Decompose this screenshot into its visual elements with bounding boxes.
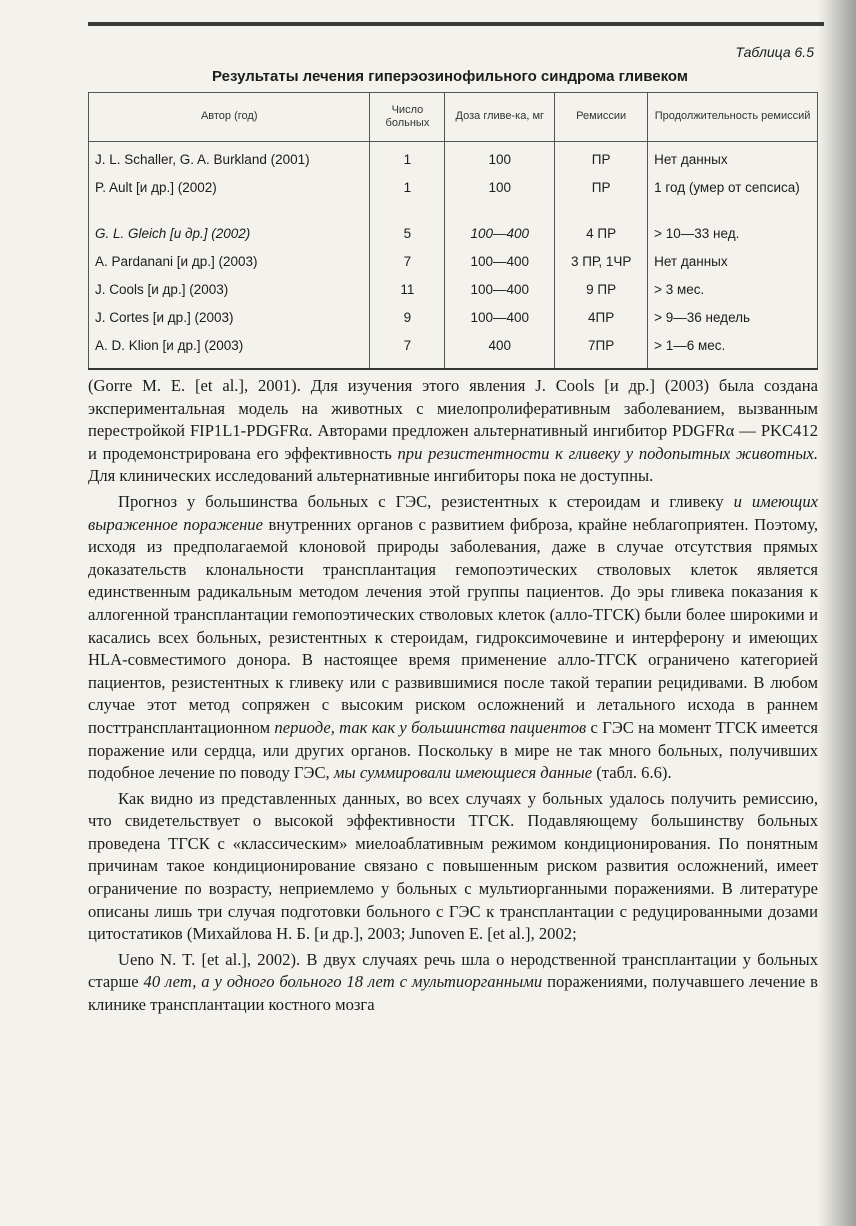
cell-dose: 100—400 <box>445 223 555 251</box>
table-row <box>89 223 818 251</box>
paragraph-4 <box>88 949 818 1017</box>
table-row <box>89 279 818 307</box>
paragraph-3 <box>88 788 818 946</box>
cell-author: A. D. Klion [и др.] (2003) <box>89 335 370 369</box>
text-span: мы суммировали имеющиеся данные <box>333 763 593 783</box>
text-span: внутренних органов с развитием фиброза, крайне неблагоприятен. Поэтому, исходя из предполагаемой клоновой природы заболевания, даже в случае отсутствия прямых доказательств клональности трансплантация гемопоэтических стволовых клеток является единственным радикальным методом лечения этой группы пациентов. До эры гливека показания к аллогенной трансплантации гемопоэтических стволовых клеток (алло-ТГСК) были более широкими и касались всех больных, резистентных к стероидам, гидроксимочевине и интерферону и имеющих HLA-совместимого донора. В настоящее время применение алло-ТГСК ограничено категорией пациентов, резистентных к гливеку или с развившимися после такой терапии рецидивами. В любом случае этот метод сопряжен с высоким риском осложнений и летального исхода в раннем посттрансплантационном <box>88 514 818 737</box>
cell-dose: 100—400 <box>445 279 555 307</box>
table-row <box>89 307 818 335</box>
cell-duration: > 1—6 мес. <box>648 335 818 369</box>
cell-patients: 7 <box>370 335 445 369</box>
cell-remissions: 4 ПР <box>555 223 648 251</box>
cell-dose: 400 <box>445 335 555 369</box>
cell-duration: > 10—33 нед. <box>648 223 818 251</box>
header-duration: Продолжительность ремиссий <box>648 93 818 142</box>
cell-duration: > 3 мес. <box>648 279 818 307</box>
text-span: при резистентности к гливеку у подопытных животных. <box>397 443 818 463</box>
table-row <box>89 142 818 178</box>
cell-dose: 100 <box>445 177 555 223</box>
cell-duration: > 9—36 недель <box>648 307 818 335</box>
paragraph-2 <box>88 491 818 785</box>
cell-author: J. Cools [и др.] (2003) <box>89 279 370 307</box>
text-span: Ueno N. T. [et al.], 2002). В двух случаях речь шла о неродственной трансплантации у больных старше <box>88 949 818 992</box>
cell-patients: 5 <box>370 223 445 251</box>
text-span: Для клинических исследований альтернативные ингибиторы пока не доступны. <box>88 466 654 486</box>
cell-remissions: 7ПР <box>555 335 648 369</box>
cell-remissions: 3 ПР, 1ЧР <box>555 251 648 279</box>
cell-patients: 9 <box>370 307 445 335</box>
cell-duration: Нет данных <box>648 142 818 178</box>
cell-patients: 11 <box>370 279 445 307</box>
cell-duration: Нет данных <box>648 251 818 279</box>
text-span: и имеющих выраженное поражение <box>88 491 818 534</box>
table-row <box>89 335 818 369</box>
header-author: Автор (год) <box>89 93 370 142</box>
table-row <box>89 251 818 279</box>
cell-dose: 100—400 <box>445 251 555 279</box>
cell-remissions: ПР <box>555 177 648 223</box>
cell-remissions: 4ПР <box>555 307 648 335</box>
table-label: Таблица 6.5 <box>735 44 814 60</box>
table-header-row <box>89 93 818 142</box>
text-span: Прогноз у большинства больных с ГЭС, резистентных к стероидам и гливеку <box>118 491 734 511</box>
text-span: 40 лет, а у одного больного 18 лет с мультиорганными <box>143 972 543 992</box>
text-span: (Gorre M. E. [et al.], 2001). Для изучения этого явления J. Cools [и др.] (2003) была создана экспериментальная модель на животных с миелопролиферативным заболеванием, вызванным перестройкой FIP1L1-PDGFRα. Авторами предложен альтернативный ингибитор PDGFRα — PKC412 и продемонстрирована его эффективность <box>88 376 818 463</box>
cell-remissions: ПР <box>555 142 648 178</box>
results-table <box>88 92 818 370</box>
cell-author: J. Cortes [и др.] (2003) <box>89 307 370 335</box>
page-edge-shadow <box>818 0 856 1226</box>
cell-author: J. L. Schaller, G. A. Burkland (2001) <box>89 142 370 178</box>
header-dose: Доза гливе-ка, мг <box>445 93 555 142</box>
cell-dose: 100 <box>445 142 555 178</box>
top-rule <box>88 22 824 26</box>
paragraph-1 <box>88 375 818 488</box>
cell-patients: 1 <box>370 142 445 178</box>
cell-patients: 1 <box>370 177 445 223</box>
text-span: периоде, так как у большинства пациентов <box>274 717 587 737</box>
header-patients: Число больных <box>370 93 445 142</box>
text-span: поражениями, получавшего лечение в клинике трансплантации костного мозга <box>88 972 818 1015</box>
cell-duration: 1 год (умер от сепсиса) <box>648 177 818 223</box>
cell-author: G. L. Gleich [и др.] (2002) <box>89 223 370 251</box>
cell-author: P. Ault [и др.] (2002) <box>89 177 370 223</box>
table-row <box>89 177 818 223</box>
text-span: с ГЭС на момент ТГСК имеется поражение или сердца, или других органов. Поскольку в мире не так много больных, получивших подобное лечение по поводу ГЭС, <box>88 717 818 783</box>
body-text <box>88 375 818 1017</box>
text-span: (табл. 6.6). <box>592 763 672 783</box>
cell-dose: 100—400 <box>445 307 555 335</box>
cell-remissions: 9 ПР <box>555 279 648 307</box>
text-span: Как видно из представленных данных, во всех случаях у больных удалось получить ремиссию, что свидетельствует о высокой эффективности ТГСК. Подавляющему большинству больных проведена ТГСК с «классическим» миелоаблативным режимом кондиционирования. По понятным причинам такое кондиционирование связано с повышенным риском развития осложнений, имеет ограничение по возрасту, неприемлемо у больных с мультиорганными поражениями. В литературе описаны лишь три случая подготовки больного с ГЭС к трансплантации с редуцированными дозами цитостатиков (Михайлова Н. Б. [и др.], 2003; Junoven E. [et al.], 2002; <box>88 788 818 944</box>
table-title: Результаты лечения гиперэозинофильного синдрома гливеком <box>212 68 688 85</box>
cell-patients: 7 <box>370 251 445 279</box>
cell-author: A. Pardanani [и др.] (2003) <box>89 251 370 279</box>
header-remissions: Ремиссии <box>555 93 648 142</box>
